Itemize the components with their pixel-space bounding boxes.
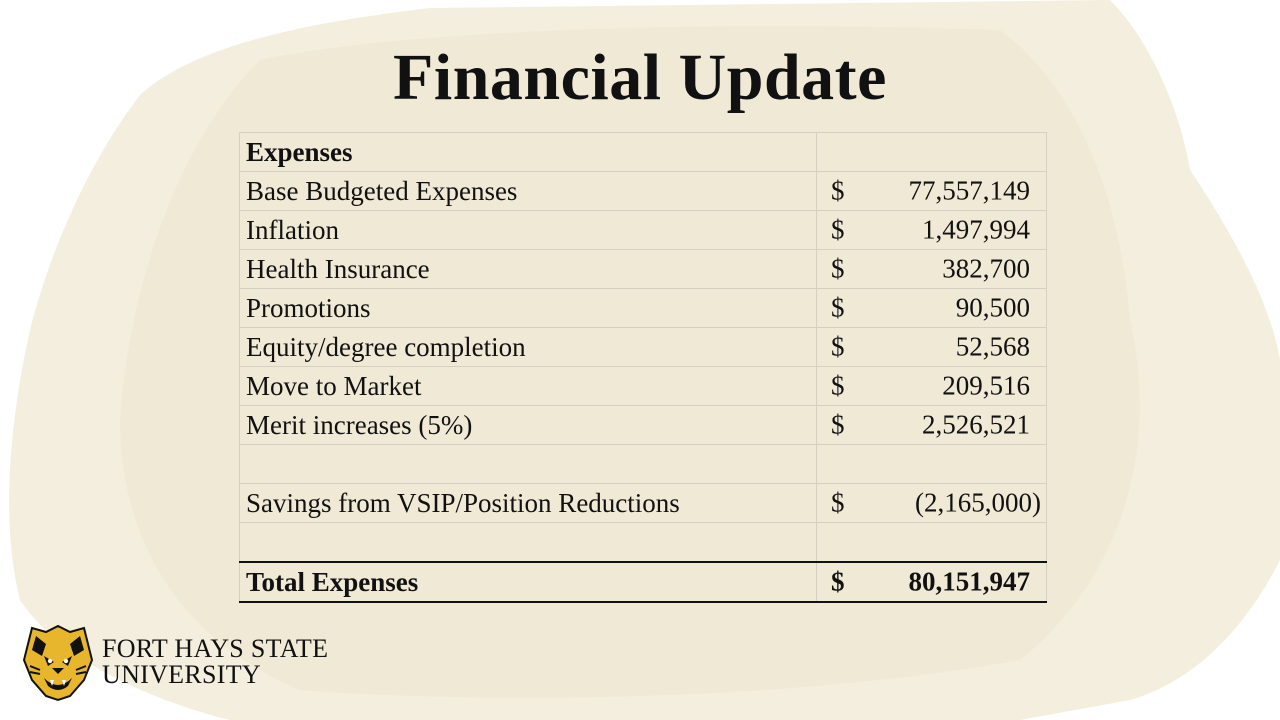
row-amount: 382,700 — [942, 253, 1030, 284]
row-label: Equity/degree completion — [240, 328, 817, 367]
row-value — [817, 250, 1047, 289]
expenses-table — [239, 132, 1047, 603]
total-value — [817, 562, 1047, 602]
row-value — [817, 406, 1047, 445]
row-value — [817, 367, 1047, 406]
expenses-header: Expenses — [240, 133, 817, 172]
table-row-spacer — [240, 523, 1047, 563]
total-amount: 80,151,947 — [908, 566, 1030, 597]
total-row — [240, 562, 1047, 602]
table-row — [240, 211, 1047, 250]
row-value — [817, 172, 1047, 211]
row-label: Health Insurance — [240, 250, 817, 289]
row-amount: 90,500 — [955, 292, 1030, 323]
row-label: Savings from VSIP/Position Reductions — [240, 484, 817, 523]
row-value — [817, 211, 1047, 250]
table-row — [240, 172, 1047, 211]
row-value — [817, 328, 1047, 367]
currency-symbol: $ — [831, 331, 845, 362]
spacer-cell — [240, 523, 817, 563]
university-name — [102, 636, 328, 688]
spacer-cell — [817, 523, 1047, 563]
row-amount: 77,557,149 — [908, 175, 1030, 206]
row-label: Promotions — [240, 289, 817, 328]
row-amount: (2,165,000) — [915, 487, 1041, 518]
table-row — [240, 289, 1047, 328]
row-label: Merit increases (5%) — [240, 406, 817, 445]
currency-symbol: $ — [831, 409, 845, 440]
currency-symbol: $ — [831, 566, 845, 597]
currency-symbol: $ — [831, 253, 845, 284]
row-amount: 2,526,521 — [922, 409, 1030, 440]
university-name-line2: UNIVERSITY — [102, 660, 261, 689]
table-row — [240, 250, 1047, 289]
university-name-line1: FORT HAYS STATE — [102, 634, 329, 663]
currency-symbol: $ — [831, 175, 845, 206]
table-row — [240, 406, 1047, 445]
tiger-head-icon — [22, 622, 94, 702]
currency-symbol: $ — [831, 487, 845, 518]
row-label: Base Budgeted Expenses — [240, 172, 817, 211]
row-amount: 52,568 — [955, 331, 1030, 362]
table-row — [240, 367, 1047, 406]
table-row — [240, 328, 1047, 367]
row-label: Move to Market — [240, 367, 817, 406]
spacer-cell — [240, 445, 817, 484]
currency-symbol: $ — [831, 370, 845, 401]
table-header-row — [240, 133, 1047, 172]
table-row — [240, 484, 1047, 523]
slide-title: Financial Update — [393, 41, 887, 114]
row-value — [817, 289, 1047, 328]
row-amount: 209,516 — [942, 370, 1030, 401]
spacer-cell — [817, 445, 1047, 484]
row-amount: 1,497,994 — [922, 214, 1030, 245]
row-label: Inflation — [240, 211, 817, 250]
table-row-spacer — [240, 445, 1047, 484]
currency-symbol: $ — [831, 292, 845, 323]
university-logo — [22, 622, 328, 702]
currency-symbol: $ — [831, 214, 845, 245]
row-value — [817, 484, 1047, 523]
total-label: Total Expenses — [240, 562, 817, 602]
header-empty-cell — [817, 133, 1047, 172]
